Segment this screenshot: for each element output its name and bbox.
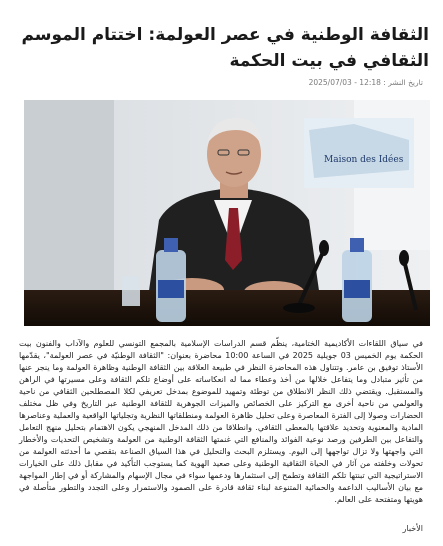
article-body: في سياق اللقاءات الأكاديمية الختامية، ينظّم قسم الدراسات الإسلامية بالمجمع التونسي للعلوم والآداب والفنون بيت الحكمة يوم الخميس 03 جويلية 2025 في الساعة 10:00 محاضرة بعنوان: "الثقافة الوطنيّة في عصر العولمة"، يقدّمها الأستاذ توفيق بن عامر. وتتناول هذه المحاضرة النظر في طبيعة العلاقة بين الثقافة الوطنية وظاهرة العولمة وما ينجر عنها من تأثير متبادل وما يتفاعل خلالها من أخذ وعطاء مما له انعكاساته على أوضاع تلكم الثقافة وعلى مسيرتها في الراهن والمستقبل. ويقتضي ذلك النظر الانطلاق من توطئة وتمهيد للموضوع بمدخل تعريفي لكلا المصطلحين الثقافي من ناحية والعولمي من ناحية أخرى مع التركيز على الخصائص والميزات الجوهرية للثقافة الوطنية عبر التاريخ وفي ظل مختلف الحضارات وصولا إلى الفترة المعاصرة وعلى تحليل ظاهرة العولمة ومنطلقاتها النظرية وتجلياتها الواقعية والعملية وعناصرها المادية والمعنوية وتحديد علاقتها بالمعطى الثقافي. وانطلاقا من ذلك المدخل المنهجي يكون الاهتمام بتحليل منهج التعامل والتفاعل بين الطرفين ورصد نوعية الفوائد والمنافع التي غنمتها الثقافة الوطنية من العولمة وتشخيص التحديات والأخطار التي واجهتها ولا تزال تواجهها إلى اليوم. ويستلزم البحث والتحليل في هذا السياق الصناعة بتقصي ما أحدثته العولمة من تحولات وخلفته من آثار في الحياة الثقافية الوطنية وعلى صعيد الهوية كما يستوجب التأكيد في مقابل ذلك على الخيارات الاستراتيجية التي تبنتها تلكم الثقافة وتطمح إلى استثمارها ودعمها سواء في مجال الإسهام والمشاركة أو في إطار المواجهة مع بيان الأساليب الداعمة والحمائية المتنوعة لبناء ثقافة قادرة على الصمود والاستمرار وعلى التجدد والتطور متأصلة في هويتها ومتفتحة على العالم. xyxy=(19,339,423,504)
article-title: الثقافة الوطنية في عصر العولمة: اختتام الموسم الثقافي في بيت الحكمة xyxy=(21,25,429,71)
speaker-photo xyxy=(24,100,430,326)
wall-sign xyxy=(304,118,414,188)
wall-sign-text: Maison des Idées xyxy=(324,155,404,165)
water-bottle-right xyxy=(342,238,372,322)
article-photo xyxy=(24,100,430,326)
water-bottle-left xyxy=(156,238,186,322)
publish-date: 2025/07/03 xyxy=(308,78,352,87)
article-source: الأخبار xyxy=(402,524,423,533)
glass xyxy=(122,276,140,306)
publish-date-label: تاريخ النشر xyxy=(388,78,423,87)
publish-time: 12:18 xyxy=(359,78,381,87)
article-meta: تاريخ النشر : 12:18 - 2025/07/03 xyxy=(308,78,423,87)
